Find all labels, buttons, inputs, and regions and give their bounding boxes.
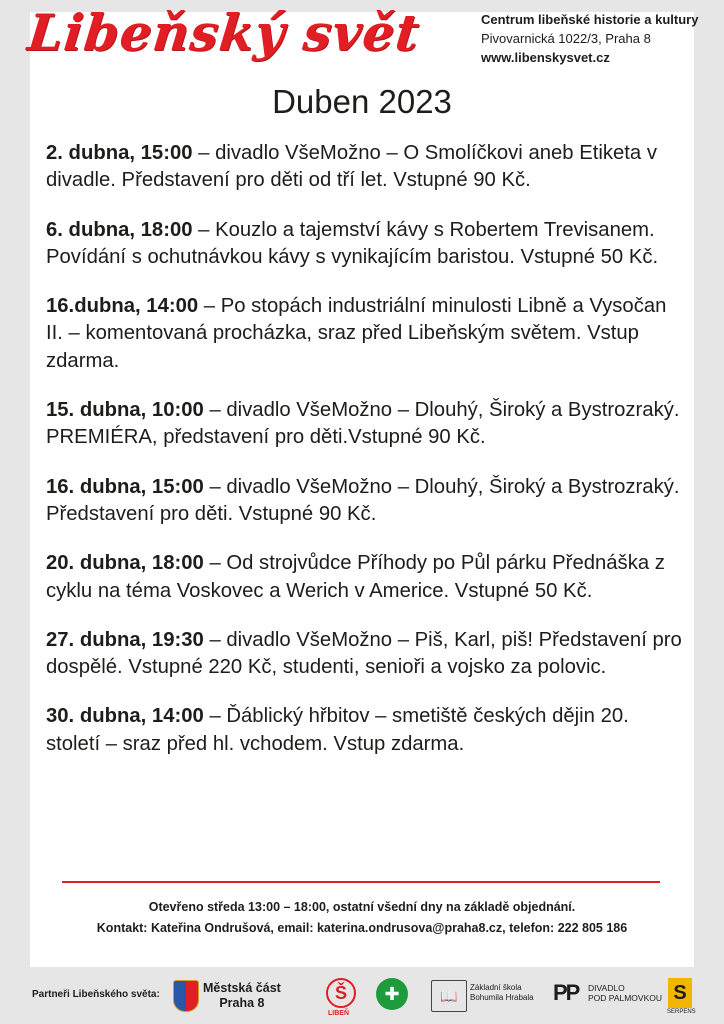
event-list: [46, 140, 686, 780]
opening-hours: Otevřeno středa 13:00 – 18:00, ostatní všední dny na základě objednání.: [148, 900, 576, 914]
event-item: [46, 474, 686, 529]
event-description: – Ďáblický hřbitov – smetiště českých dějin 20. století – sraz před hl. vchodem. Vstup zdarma.: [46, 705, 629, 755]
month-title: Duben 2023: [272, 83, 452, 120]
event-description: – Po stopách industriální minulosti Libně a Vysočan II. – komentovaná procházka, sraz před Libeňským světem. Vstup zdarma.: [46, 295, 667, 372]
event-item: [46, 140, 686, 195]
mestska-cast-logo: [203, 981, 281, 1011]
green-cross-logo-icon: ✚: [376, 978, 408, 1010]
partners-label: Partneři Libeňského světa:: [32, 989, 160, 1000]
event-description: – Od strojvůdce Příhody po Půl párku Přednáška z cyklu na téma Voskovec a Werich v Americe. Vstupné 50 Kč.: [46, 552, 665, 602]
event-item: [46, 293, 686, 375]
event-description: – Kouzlo a tajemství kávy s Robertem Trevisanem. Povídání s ochutnávkou kávy s vynikajícím baristou. Vstupné 50 Kč.: [46, 218, 659, 268]
mestska-cast-line2: Praha 8: [219, 996, 265, 1010]
theatre-line2: POD PALMOVKOU: [588, 993, 662, 1003]
school-book-logo-icon: 📖: [431, 980, 467, 1012]
event-date: 16. dubna, 15:00: [46, 475, 204, 498]
school-logo-text: [470, 983, 534, 1003]
event-item: [46, 217, 686, 272]
event-item: [46, 397, 686, 452]
website-link[interactable]: www.libenskysvet.cz: [481, 50, 610, 65]
serpens-label: SERPENS: [667, 1009, 696, 1015]
mestska-cast-line1: Městská část: [203, 981, 281, 995]
partners-bar: [0, 972, 724, 1024]
address: Pivovarnická 1022/3, Praha 8: [481, 31, 651, 46]
footer: [0, 897, 724, 939]
event-description: – divadlo VšeMožno – Dlouhý, Široký a Bystrozraký. PREMIÉRA, představení pro děti.Vstupné 90 Kč.: [46, 399, 680, 449]
theatre-logo-text: [588, 983, 662, 1003]
org-name: Centrum libeňské historie a kultury: [481, 12, 699, 27]
event-date: 27. dubna, 19:30: [46, 628, 204, 651]
event-description: – divadlo VšeMožno – O Smolíčkovi aneb Etiketa v divadle. Představení pro děti od tří let. Vstupné 90 Kč.: [46, 142, 657, 192]
event-date: 16.dubna, 14:00: [46, 295, 199, 318]
event-date: 15. dubna, 10:00: [46, 399, 204, 422]
contact-info: Kontakt: Kateřina Ondrušová, email: katerina.ondrusova@praha8.cz, telefon: 222 805 186: [96, 921, 628, 935]
event-description: – divadlo VšeMožno – Piš, Karl, piš! Představení pro dospělé. Vstupné 220 Kč, studenti, senioři a vojsko za polovic.: [46, 628, 682, 679]
header-info: [481, 10, 716, 67]
event-date: 30. dubna, 14:00: [46, 705, 204, 728]
sokol-liben-logo-icon: Š: [326, 978, 356, 1008]
event-date: 6. dubna, 18:00: [46, 218, 193, 241]
event-description: – divadlo VšeMožno – Dlouhý, Široký a Bystrozraký. Představení pro děti. Vstupné 90 Kč.: [46, 475, 680, 525]
libensky-svet-logo: Libeňský svět: [24, 3, 423, 62]
event-item: [46, 703, 686, 758]
theatre-line1: DIVADLO: [588, 983, 625, 993]
event-item: [46, 627, 686, 682]
pp-theatre-logo-icon: PP: [553, 980, 579, 1005]
school-line1: Základní škola: [470, 983, 522, 992]
event-date: 20. dubna, 18:00: [46, 552, 204, 575]
praha8-crest-icon: [173, 980, 199, 1012]
event-item: [46, 550, 686, 605]
footer-divider: [62, 881, 660, 883]
event-date: 2. dubna, 15:00: [46, 142, 193, 164]
school-line2: Bohumila Hrabala: [470, 993, 534, 1002]
serpens-logo-icon: S: [668, 978, 692, 1008]
liben-label: LIBEŇ: [328, 1010, 349, 1017]
